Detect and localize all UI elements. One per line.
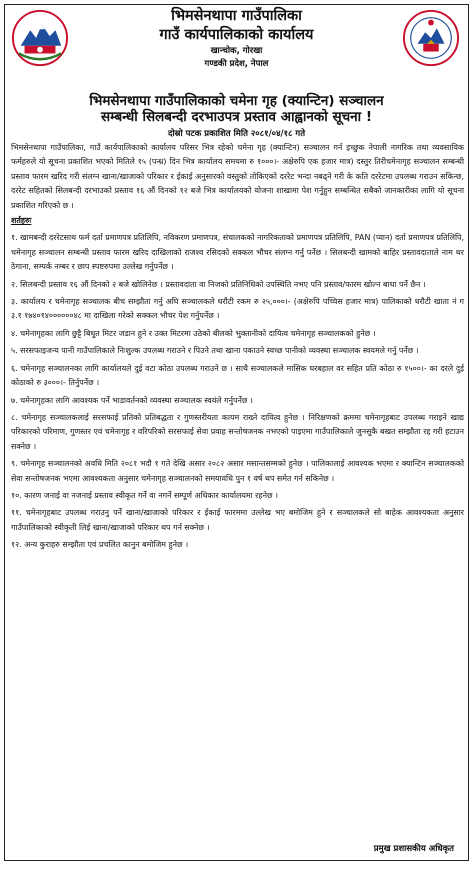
- condition-item: १. खामबन्दी दररेटसाथ फर्म दर्ता प्रमाणपत्र प्रतिलिपि, नविकरण प्रमाणपत्र, संचालकको नागरिकताको प्रमाणपत्र प्रतिलिपि, PAN (प्यान) दर्ता प्रमाणपत्र प्रतिलिपि, चमेनागृह सञ्चालन सम्बन्धी प्रस्ताव फारम खरिद दाखिलाको राजश्व रसिदको सक्कल भौचर संलग्न गर्नु पर्नेछ । सिलबन्दी खामको बाहिर प्रस्तावदाताले नाम थर ठेगाना, सम्पर्क नम्बर र छाप स्पष्टरुपमा उल्लेख गर्नुपर्नेछ ।: [11, 233, 464, 272]
- municipality-name: भिमसेनथापा गाउँपालिका: [171, 8, 302, 24]
- notice-page: [4, 4, 469, 861]
- office-name: गाउँ कार्यपालिकाको कार्यालय: [159, 27, 314, 43]
- notice-title-line-2: सम्बन्धी सिलबन्दी दरभाउपत्र प्रस्ताव आह्वानको सूचना !: [100, 109, 372, 125]
- condition-item: ६. चमेनागृह सञ्चालनका लागि कार्यालयले दुई वटा कोठा उपलब्ध गराउने छ । साथै सञ्चालकले मासिक घरबहाल वर सहित प्रति कोठा रु १५००।- का दरले दुई कोठाको रु ३०००।- तिर्नुपर्नेछ ।: [11, 363, 464, 388]
- office-heading: [75, 7, 398, 71]
- nepal-emblem-logo: [11, 9, 69, 67]
- condition-item: १०. कारण जनाई वा नजनाई प्रस्ताव स्वीकृत गर्ने वा नगर्ने सम्पूर्ण अधिकार कार्यालयमा रहनेछ ।: [11, 490, 279, 500]
- municipality-emblem-logo: [402, 9, 460, 67]
- condition-item: ११. चमेनागृहबाट उपलब्ध गराउनु पर्ने खाना/खाजाको परिकार र ईकाई फारममा उल्लेख भए बमोजिम हुने र सञ्चालकले सो बाहेक आवश्यकता अनुसार गाउँपालिकाको स्वीकृती लिई खाना/खाजाको परिकार थप गर्न सक्नेछ ।: [11, 508, 464, 532]
- notice-body: [5, 141, 468, 553]
- signature-title: प्रमुख प्रशासकीय अधिकृत: [373, 844, 454, 854]
- condition-item: ३. कार्यालय र चमेनागृह सञ्चालक बीच सम्झौता गर्नु अघि सञ्चालकले धरौटी रकम रु २५,०००।- (अक्षेरुपि पच्चिस हजार मात्र) पालिकाको धरौटी खाता नं ग ३.१ १७४०१४००००००४८ मा दाखिला गरेको सक्कल भौचर पेश गर्नुपर्नेछ ।: [11, 297, 464, 321]
- notice-title-line-1: भिमसेनथापा गाउँपालिकाको चमेना गृह (क्यान्टिन) सञ्चालन: [89, 93, 384, 109]
- notice-header: [5, 5, 468, 95]
- office-location: खान्चोक, गोरखा: [210, 46, 263, 56]
- publication-date: दोस्रो पटक प्रकाशित मिति २०८१/०४/१८ गते: [167, 129, 306, 139]
- condition-item: ७. चमेनागृहका लागि आवश्यक पर्ने भाडावर्तनको व्यवस्था सञ्चालक स्वयंले गर्नुपर्नेछ ।: [11, 395, 253, 405]
- province-name: गण्डकी प्रदेश, नेपाल: [204, 59, 269, 69]
- condition-item: १२. अन्य कुराहरु सम्झौता एवं प्रचलित कानुन बमोजिम हुनेछ ।: [11, 540, 189, 550]
- intro-paragraph: भिमसेनथापा गाउँपालिका, गाउँ कार्यपालिकाको कार्यालय परिसर भित्र रहेको चमेना गृह (क्यान्टिन) सञ्चालन गर्न इच्छुक नेपाली नागरिक तथा व्यवसायिक फर्महरुले यो सूचना प्रकाशित भएको मितिले १५ (पन्ध्र) दिन भित्र कार्यालय समयमा रु १०००।- अक्षेरुपि एक हजार मात्र) दस्तुर तिरीचमेनागृह सञ्चालन सम्बन्धी प्रस्ताव फारम खरिद गरी संलग्न खाना/खाजाको परिकार र ईकाई अनुसारको वस्तुको तोकिएको दररेट भन्दा नबढ्ने गरी के कति दररेटमा उपलब्ध गराउन सकिन्छ, दररेट सहितको सिलबन्दी दरभाउको प्रस्ताव १६ औं दिनको १२ बजे भित्र कार्यालयको योजना शाखामा पेश गर्नुहुन सम्बन्धित सबैको जानकारीका लागि यो सूचना प्रकाशित गरिएको छ ।: [11, 143, 464, 210]
- condition-item: ८. चमेनागृह सञ्चालकलाई सरसफाई प्रतिको प्रतिबद्धता र गुणस्तरीयता कायम राख्ने दायित्व हुनेछ । निरिक्षणको क्रममा चमेनागृहबाट उपलब्ध गराइने खाद्य परिकारको परिमाण, गुणस्तर एवं चमेनागृह र वरिपरिको सरसफाई सेवा प्रवाह सन्तोषजनक नभएको पाइएमा गाउँपालिकाले जुनसुकै बखत सम्झौता रद्द गरी हटाउन सक्नेछ ।: [11, 412, 464, 451]
- condition-item: ४. चमेनागृहका लागि छुट्टै बिधुत मिटर जडान हुने र उक्त मिटरमा उठेको बीलको भुक्तानीको दायित्व चमेनागृह सञ्चालकको हुनेछ ।: [11, 328, 376, 338]
- conditions-heading: शर्तहरुः: [11, 216, 32, 226]
- condition-item: ५. सरसफाइजन्य पानी गाउँपालिकाले निःशुल्क उपलब्ध गराउने र पिउने तथा खाना पकाउने स्वच्छ पानीको व्यवस्था सञ्चालक स्वयमले गर्नु पर्नेछ ।: [11, 346, 419, 356]
- condition-item: ९. चमेनागृह सञ्चालनको अवधि मिति २०८१ भदौ १ गते देखि असार २०८२ असार मसान्तसम्मको हुनेछ । पालिकालाई आवश्यक भएमा र क्यान्टिन सञ्चालकको सेवा सन्तोषजनक भएमा आवश्यकता अनुसार चमेनागृह सञ्चालनको समयावधि पुन १ वर्ष थप समेत गर्न सकिनेछ ।: [11, 459, 464, 483]
- condition-item: २. सिलबन्दी प्रस्ताव १६ औं दिनको २ बजे खोलिनेछ । प्रस्तावदाता वा निजको प्रतिनिधिको उपस्थिति नभए पनि प्रस्ताव/फारम खोल्न बाधा पर्ने छैन ।: [11, 279, 426, 289]
